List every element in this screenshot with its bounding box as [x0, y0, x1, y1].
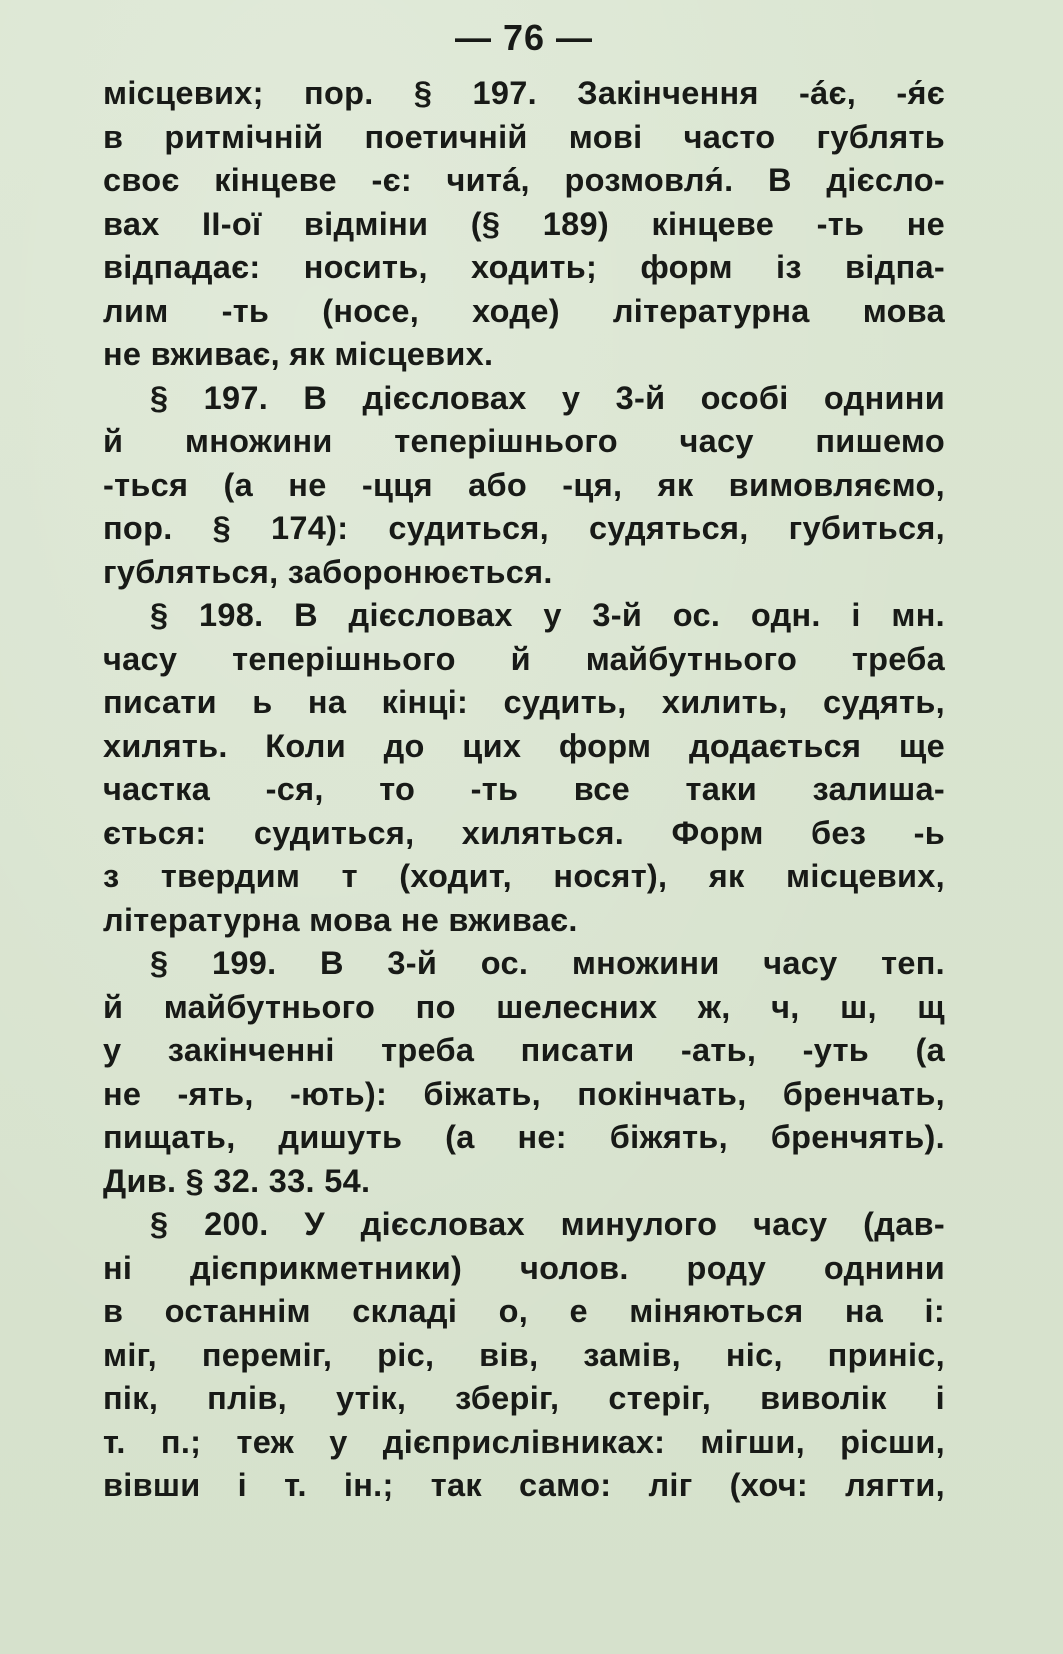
text-line: § 197. В дієсловах у 3-й особі однини [150, 379, 945, 416]
text-line: губляться, заборонюється. [103, 553, 553, 590]
text-line: писати ь на кінці: судить, хилить, судять, [103, 684, 945, 720]
text-line: ється: судиться, хиляться. Форм без -ь [103, 814, 945, 851]
text-line: не вживає, як місцевих. [103, 336, 494, 372]
text-line: лим -ть (носе, ходе) літературна мова [103, 292, 945, 329]
text-line: літературна мова не вживає. [103, 901, 578, 938]
text-line: -ться (а не -цця або -ця, як вимовляємо, [103, 466, 945, 503]
text-line: у закінченні треба писати -ать, -уть (а [103, 1032, 945, 1068]
text-line: в ритмічній поетичній мові часто гублять [103, 118, 945, 155]
text-line: часу теперішнього й майбутнього треба [103, 640, 945, 677]
text-line: з твердим т (ходит, носят), як місцевих, [103, 858, 945, 894]
text-line: вівши і т. ін.; так само: ліг (хоч: лягти, [103, 1467, 945, 1503]
text-line: вах ІІ-ої відміни (§ 189) кінцеве -ть не [103, 205, 945, 242]
text-line: § 200. У дієсловах минулого часу (дав- [150, 1206, 945, 1242]
text-line: пор. § 174): судиться, судяться, губиться, [103, 510, 945, 546]
text-line: й множини теперішнього часу пишемо [103, 423, 945, 459]
text-line: Див. § 32. 33. 54. [103, 1162, 371, 1199]
text-line: й майбутнього по шелесних ж, ч, ш, щ [103, 988, 945, 1025]
text-line: § 198. В дієсловах у 3-й ос. одн. і мн. [150, 597, 945, 633]
text-line: т. п.; теж у дієприслівниках: мігши, рісши, [103, 1423, 945, 1460]
text-line: місцевих; пор. § 197. Закінчення -áє, -я́є [103, 75, 945, 111]
page-number: — 76 — [454, 17, 594, 58]
text-line: § 199. В 3-й ос. множини часу теп. [150, 945, 945, 981]
text-line: міг, переміг, ріс, вів, замів, ніс, приніс, [103, 1336, 945, 1373]
text-line: хилять. Коли до цих форм додається ще [103, 727, 945, 764]
text-line: пік, плів, утік, зберіг, стеріг, виволік і [103, 1380, 945, 1416]
text-line: своє кінцеве -є: читá, розмовля́. В дієсло- [103, 162, 945, 198]
text-line: ні дієприкметники) чолов. роду однини [103, 1249, 945, 1286]
text-line: пищать, дишуть (а не: біжять, бренчять). [103, 1119, 945, 1155]
text-line: не -ять, -ють): біжать, покінчать, бренчать, [103, 1075, 945, 1112]
page-text [103, 72, 945, 1508]
text-line: частка -ся, то -ть все таки залиша- [103, 771, 945, 807]
text-line: в останнім складі о, е міняються на і: [103, 1293, 945, 1329]
text-line: відпадає: носить, ходить; форм із відпа- [103, 249, 945, 285]
